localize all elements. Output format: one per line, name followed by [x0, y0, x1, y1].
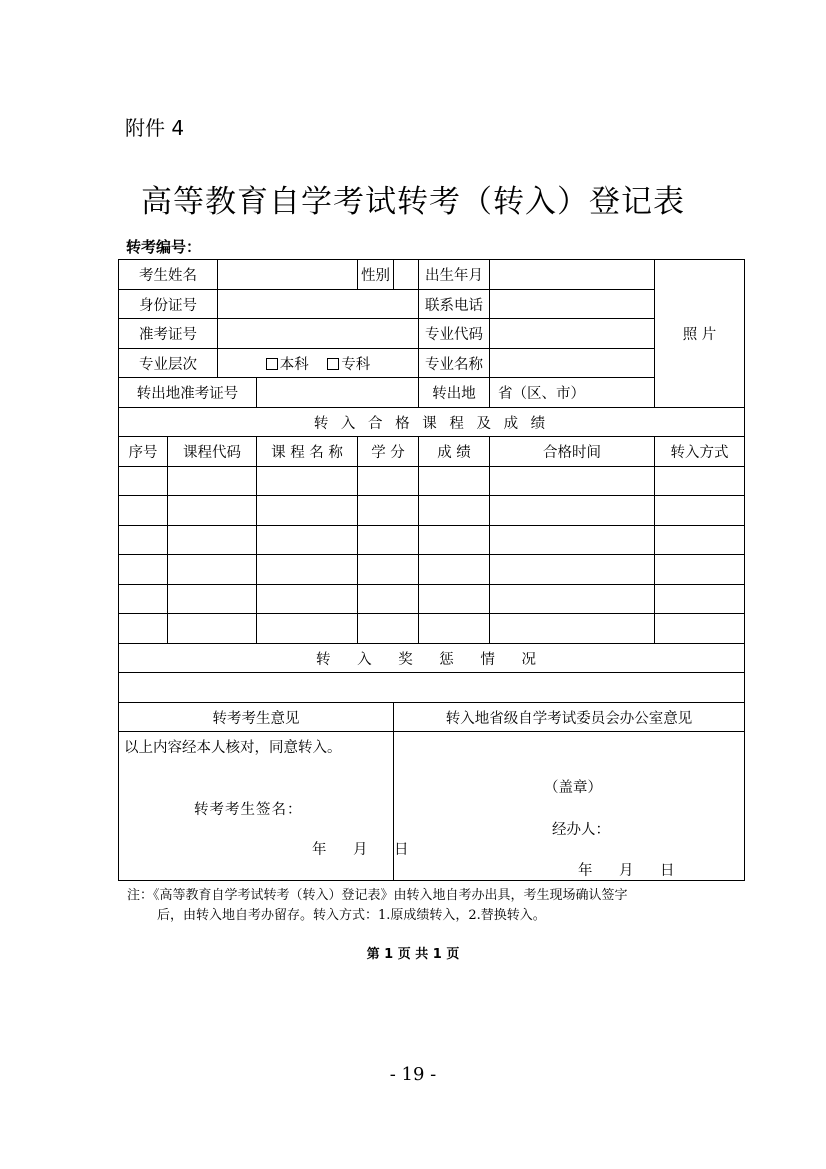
level-label: 专业层次 — [119, 349, 218, 378]
course-mode-cell[interactable] — [655, 555, 745, 585]
course-code-cell[interactable] — [168, 614, 257, 644]
course-score-cell[interactable] — [419, 526, 490, 555]
note-line-1: 注：《高等教育自学考试转考（转入）登记表》由转入地自考办出具，考生现场确认签字 — [127, 888, 628, 903]
course-code-cell[interactable] — [168, 526, 257, 555]
course-mode-cell[interactable] — [655, 496, 745, 526]
office-opinion-box[interactable] — [394, 732, 745, 881]
rewards-row — [119, 673, 745, 703]
bachelor-option-label: 本科 — [279, 356, 309, 373]
office-handler-label: 经办人： — [552, 822, 611, 838]
name-value[interactable] — [218, 260, 358, 290]
course-name-cell[interactable] — [257, 614, 358, 644]
course-score-cell[interactable] — [419, 467, 490, 496]
course-no-cell[interactable] — [119, 585, 168, 614]
major-name-label: 专业名称 — [419, 349, 490, 378]
opinion-body-row — [119, 732, 745, 881]
course-name-cell[interactable] — [257, 467, 358, 496]
course-mode-cell[interactable] — [655, 467, 745, 496]
course-credit-cell[interactable] — [358, 496, 419, 526]
course-name-cell[interactable] — [257, 585, 358, 614]
note-line-2: 后，由转入地自考办留存。转入方式：1.原成绩转入，2.替换转入。 — [157, 908, 546, 923]
attachment-label: 附件 4 — [125, 116, 185, 140]
junior-college-checkbox[interactable] — [327, 358, 339, 370]
course-pass-time-cell[interactable] — [490, 585, 655, 614]
phone-label: 联系电话 — [419, 290, 490, 319]
course-mode-cell[interactable] — [655, 526, 745, 555]
course-score-cell[interactable] — [419, 614, 490, 644]
info-row-5 — [119, 378, 745, 408]
course-code-cell[interactable] — [168, 555, 257, 585]
course-credit-cell[interactable] — [358, 614, 419, 644]
course-credit-cell[interactable] — [358, 467, 419, 496]
course-no-cell[interactable] — [119, 467, 168, 496]
student-date: 年 月 日 — [312, 842, 415, 858]
course-credit-cell[interactable] — [358, 526, 419, 555]
course-code-cell[interactable] — [168, 496, 257, 526]
major-name-value[interactable] — [490, 349, 655, 378]
bachelor-checkbox[interactable] — [266, 358, 278, 370]
gender-value[interactable] — [394, 260, 419, 290]
course-row — [119, 496, 745, 526]
info-row-3 — [119, 319, 745, 349]
course-row — [119, 555, 745, 585]
birth-label: 出生年月 — [419, 260, 490, 290]
opinion-header-row — [119, 703, 745, 732]
admission-value[interactable] — [218, 319, 419, 349]
course-score-cell[interactable] — [419, 585, 490, 614]
rewards-section-title: 转 入 奖 惩 情 况 — [119, 644, 745, 673]
course-mode-cell[interactable] — [655, 585, 745, 614]
col-header-pass-time: 合格时间 — [490, 437, 655, 467]
from-admission-value[interactable] — [257, 378, 419, 408]
office-date: 年 月 日 — [578, 863, 681, 879]
col-header-credit: 学 分 — [358, 437, 419, 467]
course-no-cell[interactable] — [119, 526, 168, 555]
courses-section-row — [119, 408, 745, 437]
course-row — [119, 467, 745, 496]
course-score-cell[interactable] — [419, 496, 490, 526]
page-title: 高等教育自学考试转考（转入）登记表 — [141, 184, 685, 220]
course-no-cell[interactable] — [119, 614, 168, 644]
junior-college-option-label: 专科 — [341, 356, 371, 373]
from-admission-label: 转出地准考证号 — [119, 378, 257, 408]
course-mode-cell[interactable] — [655, 614, 745, 644]
col-header-no: 序号 — [119, 437, 168, 467]
photo-label: 照 片 — [682, 327, 717, 343]
admission-label: 准考证号 — [119, 319, 218, 349]
course-credit-cell[interactable] — [358, 555, 419, 585]
student-signature-label: 转考考生签名： — [194, 802, 303, 818]
page-info: 第 1 页 共 1 页 — [366, 947, 460, 962]
course-no-cell[interactable] — [119, 496, 168, 526]
course-name-cell[interactable] — [257, 526, 358, 555]
course-no-cell[interactable] — [119, 555, 168, 585]
course-row — [119, 585, 745, 614]
gender-label: 性别 — [358, 260, 394, 290]
col-header-course-code: 课程代码 — [168, 437, 257, 467]
course-name-cell[interactable] — [257, 496, 358, 526]
student-opinion-box[interactable] — [119, 732, 415, 881]
col-header-transfer-mode: 转入方式 — [655, 437, 745, 467]
course-pass-time-cell[interactable] — [490, 496, 655, 526]
course-score-cell[interactable] — [419, 555, 490, 585]
name-label: 考生姓名 — [119, 260, 218, 290]
registration-form-table — [118, 259, 745, 881]
course-row — [119, 526, 745, 555]
course-credit-cell[interactable] — [358, 585, 419, 614]
course-pass-time-cell[interactable] — [490, 555, 655, 585]
major-code-value[interactable] — [490, 319, 655, 349]
student-opinion-header: 转考考生意见 — [119, 703, 394, 732]
major-code-label: 专业代码 — [419, 319, 490, 349]
page-number: - 19 - — [389, 1064, 437, 1085]
course-code-cell[interactable] — [168, 585, 257, 614]
courses-section-title: 转 入 合 格 课 程 及 成 绩 — [119, 408, 745, 437]
courses-header-row — [119, 437, 745, 467]
phone-value[interactable] — [490, 290, 655, 319]
info-row-2 — [119, 290, 745, 319]
course-code-cell[interactable] — [168, 467, 257, 496]
info-row-4 — [119, 349, 745, 378]
course-name-cell[interactable] — [257, 555, 358, 585]
level-options — [218, 349, 419, 378]
rewards-section-row — [119, 644, 745, 673]
course-row — [119, 614, 745, 644]
from-place-value[interactable]: 省（区、市） — [490, 378, 655, 408]
student-consent-text: 以上内容经本人核对，同意转入。 — [124, 740, 342, 756]
course-pass-time-cell[interactable] — [490, 614, 655, 644]
id-label: 身份证号 — [119, 290, 218, 319]
course-pass-time-cell[interactable] — [490, 467, 655, 496]
from-place-label: 转出地 — [419, 378, 490, 408]
col-header-score: 成 绩 — [419, 437, 490, 467]
info-row-1 — [119, 260, 745, 290]
col-header-course-name: 课 程 名 称 — [257, 437, 358, 467]
id-value[interactable] — [218, 290, 419, 319]
office-opinion-header: 转入地省级自学考试委员会办公室意见 — [394, 703, 745, 732]
photo-area — [655, 260, 745, 408]
course-pass-time-cell[interactable] — [490, 526, 655, 555]
transfer-number-label: 转考编号： — [126, 238, 202, 256]
office-seal-label: （盖章） — [544, 780, 603, 796]
birth-value[interactable] — [490, 260, 655, 290]
rewards-value[interactable] — [119, 673, 745, 703]
